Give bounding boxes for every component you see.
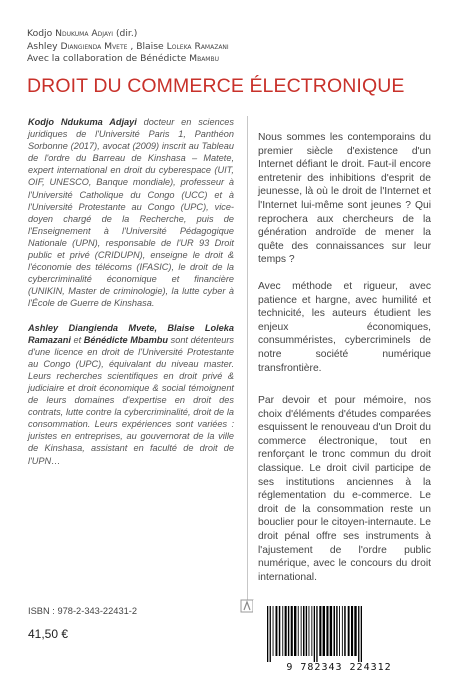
author-bios: [28, 116, 234, 467]
blurb-paragraph-2: Avec méthode et rigueur, avec patience et hargne, avec humilité et technicité, les auteurs étudient les enjeux économiques, consumméristes, cybercriminels de notre société numérique transfrontière.: [258, 280, 431, 374]
coauthor-surname: Diangienda Mvete: [60, 40, 128, 52]
author-role: (dir.): [113, 28, 138, 39]
column-divider: [247, 116, 248, 612]
barcode-number: 9 782343 224312: [286, 662, 392, 673]
bio-author-text: docteur en sciences juridiques de l'Université Paris 1, Panthéon Sorbonne (2017), avocat (2009) inscrit au Tableau de l'ordre du Barreau de Kinshasa – Matete, expert international en droit du cyberespace (UIT, OIF, UNESCO, Banque mondiale), professeur à l'Université Catholique du Congo (UCC) et à l'Université Protestante au Congo (UPC), vice-doyen chargé de la Recherche, puis de l'Enseignement à l'Université Pédagogique Nationale (UPN), responsable de l'UR 93 Droit public et privé (CRIDUPN), enseigne le droit & l'économie des télécoms (IFASIC), le droit de la cybercriminalité économique et financière (UNIKIN, Master de criminologie), la lutte cyber à l'École de Guerre de Kinshasa.: [28, 117, 234, 309]
bio-coauthor-names: Ashley Diangienda Mvete, Blaise Loleka Ramazani: [28, 322, 234, 345]
blurb-paragraph-3: Par devoir et pour mémoire, nos choix d'éléments d'études comparées esquissent le renouveau d'un Droit du commerce électronique, tout en renforçant le tronc commun du droit classique. Le droit civil participe de ses institutions anciennes à la réglementation du e-commerce. Le droit de la consommation reste un bouclier pour le citoyen-internaute. Le droit pénal offre ses instruments à l'ajustement de l'ordre public numérique, avec le concours du droit international.: [258, 395, 431, 583]
blurb-paragraph-1: Nous sommes les contemporains du premier siècle d'existence d'un Internet défiant le droit. Faut-il encore entretenir des inhibitions d'esprit de jeunesse, là où le droit de l'Internet et l'Internet lui-même sont jeunes ? Qui reprochera aux chercheurs de la génération androïde de mener la quête des connaissances sur leur temps ?: [258, 132, 431, 266]
bio-author-name: Kodjo Ndukuma Adjayi: [28, 117, 137, 127]
author-line-1: [27, 28, 427, 41]
collaboration-prefix: Avec la collaboration de Bénédicte: [27, 53, 190, 64]
coauthor-first-name: Ashley: [27, 40, 61, 52]
bio-coauthor-name-3: Bénédicte Mbambu: [83, 334, 169, 345]
author-line-2: [27, 41, 427, 54]
author-surname: Ndukuma Adjayi: [55, 28, 114, 39]
coauthor-separator: , Blaise: [127, 40, 167, 52]
isbn: ISBN : 978-2-343-22431-2: [28, 606, 138, 616]
bio-and: et: [70, 334, 84, 345]
barcode-bars: [265, 606, 413, 662]
author-first-name: Kodjo: [27, 28, 56, 39]
book-title: DROIT DU COMMERCE ÉLECTRONIQUE: [27, 75, 405, 97]
bio-coauthors: [28, 322, 234, 467]
price: 41,50 €: [28, 627, 69, 641]
bio-coauthors-text: sont détenteurs d'une licence en droit de l'Université Protestante au Congo (UPC), équivalant du niveau master. Leurs recherches scientifiques en droit privé & judiciaire et droit économique & social témoignent de leurs domaines d'expertise en droit des contrats, lutte contre la cybercriminalité, droit de la consommation. Leurs expériences sont variées : juristes en entreprises, au gouvernorat de la ville de Kinshasa, assistant en faculté de droit de l'UPN…: [28, 334, 234, 466]
author-line-3: [27, 53, 427, 66]
coauthor-surname-2: Loleka Ramazani: [166, 40, 229, 52]
bio-primary-author: [28, 116, 234, 310]
blurb: [258, 131, 431, 597]
barcode: [253, 600, 425, 680]
collaborator-surname: Mbambu: [189, 53, 219, 64]
author-block: [27, 28, 427, 66]
